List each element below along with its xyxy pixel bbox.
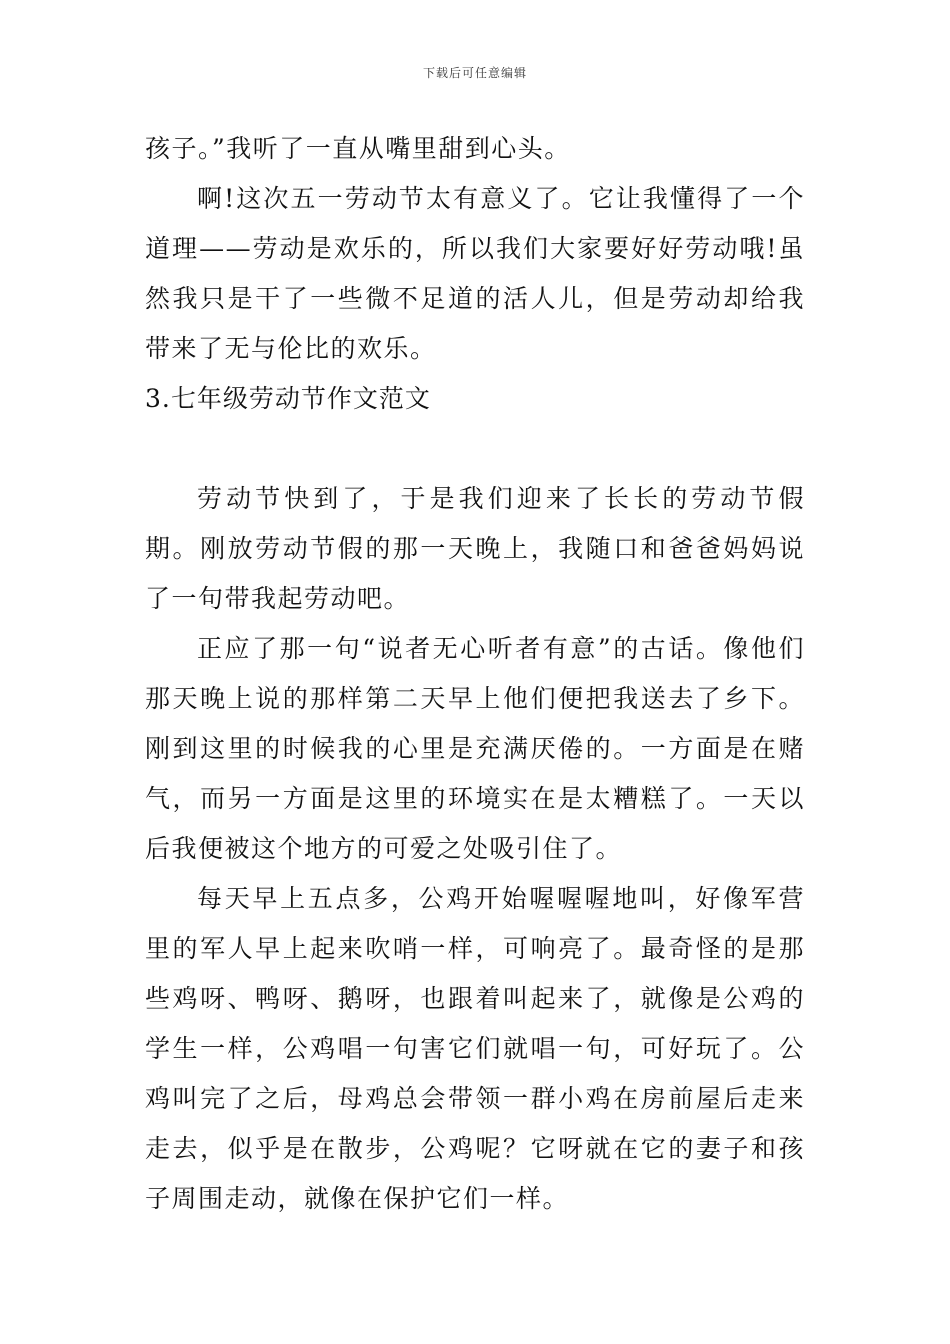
paragraph-countryside: 正应了那一句“说者无心听者有意”的古话。像他们那天晚上说的那样第二天早上他们便把我送去了乡下。刚到这里的时候我的心里是充满厌倦的。一方面是在赌气，而另一方面是这里的环境实在是太糟糕了。一天以后我便被这个地方的可爱之处吸引住了。 — [145, 634, 805, 863]
section-heading: 3.七年级劳动节作文范文 — [145, 384, 431, 413]
document-body — [145, 124, 805, 1224]
paragraph-continuation: 孩子。”我听了一直从嘴里甜到心头。 — [145, 134, 571, 163]
paragraph-conclusion: 啊!这次五一劳动节太有意义了。它让我懂得了一个道理——劳动是欢乐的，所以我们大家要好好劳动哦!虽然我只是干了一些微不足道的活人儿，但是劳动却给我带来了无与伦比的欢乐。 — [145, 184, 805, 363]
blank-line — [145, 424, 805, 474]
paragraph-rooster: 每天早上五点多，公鸡开始喔喔喔地叫，好像军营里的军人早上起来吹哨一样，可响亮了。最奇怪的是那些鸡呀、鸭呀、鹅呀，也跟着叫起来了，就像是公鸡的学生一样，公鸡唱一句害它们就唱一句，可好玩了。公鸡叫完了之后，母鸡总会带领一群小鸡在房前屋后走来走去，似乎是在散步，公鸡呢？它呀就在它的妻子和孩子周围走动，就像在保护它们一样。 — [145, 884, 805, 1213]
paragraph-intro: 劳动节快到了，于是我们迎来了长长的劳动节假期。刚放劳动节假的那一天晚上，我随口和爸爸妈妈说了一句带我起劳动吧。 — [145, 484, 805, 613]
page-header: 下载后可任意编辑 — [422, 66, 527, 80]
